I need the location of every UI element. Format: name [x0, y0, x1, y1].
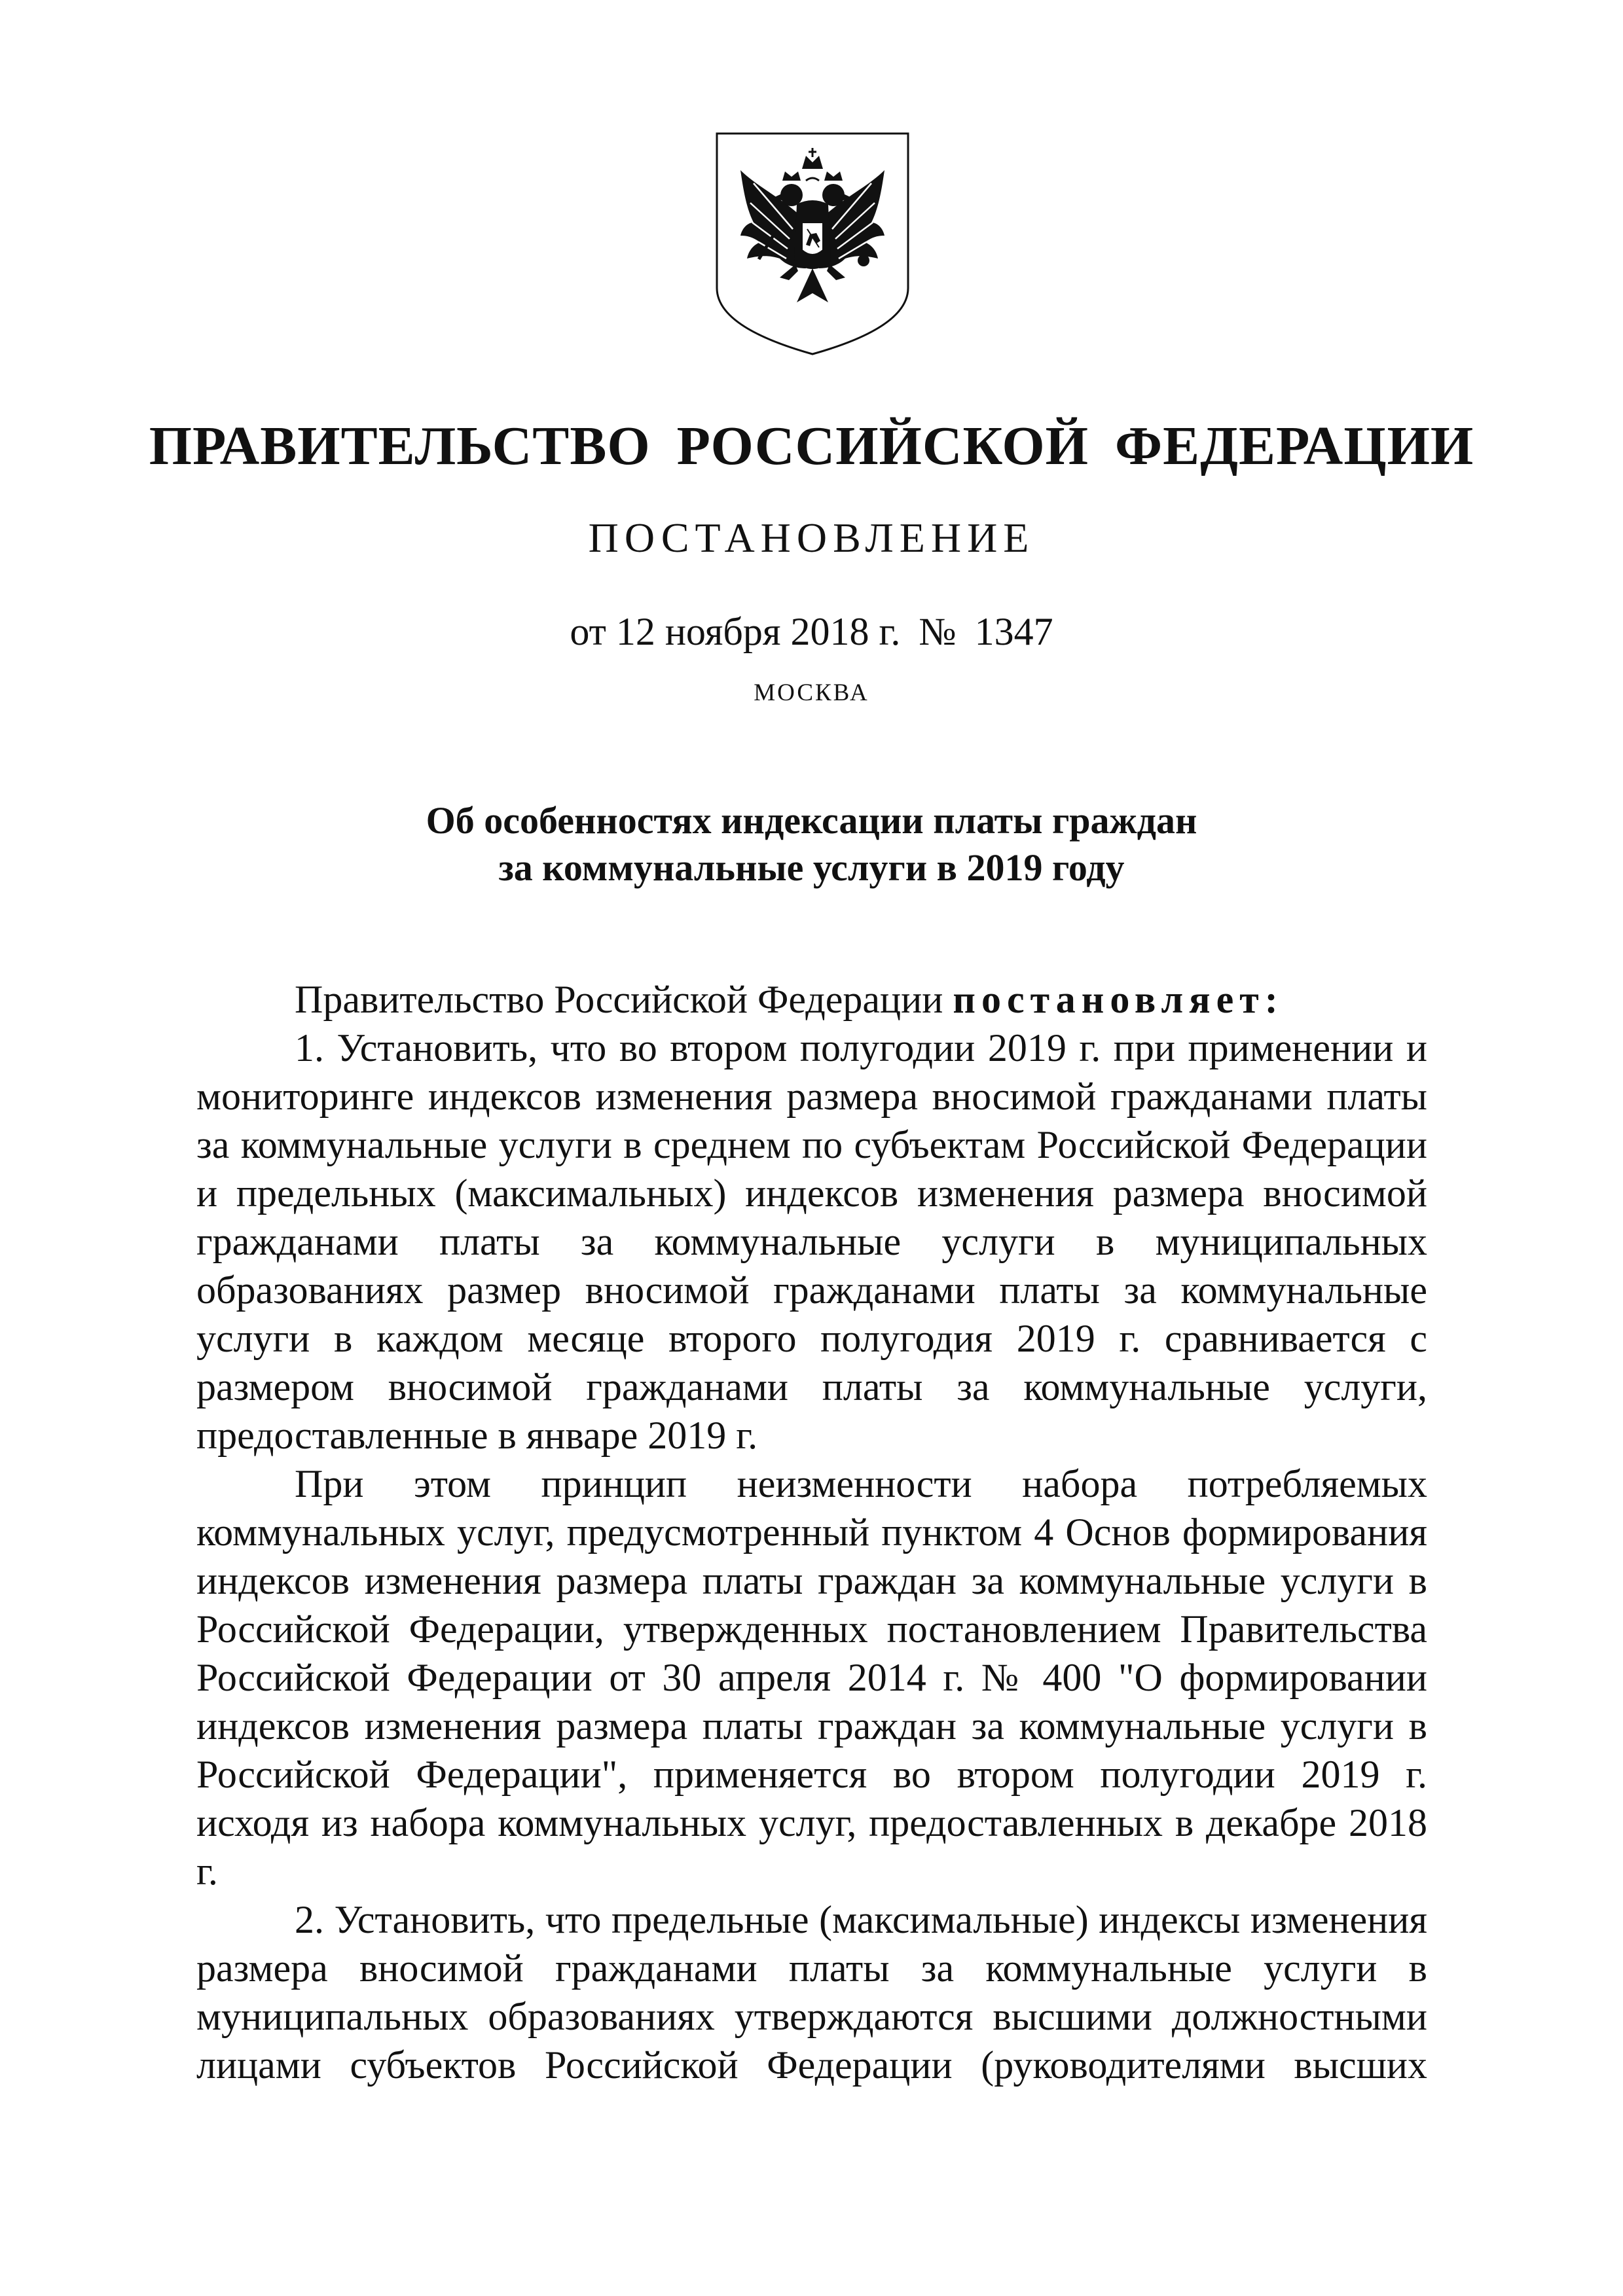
document-date-line — [0, 612, 1623, 651]
document-heading — [0, 797, 1623, 891]
document-type: ПОСТАНОВЛЕНИЕ — [588, 514, 1035, 561]
paragraph-2: При этом принцип неизменности набора потребляемых коммунальных услуг, предусмотренный пунктом 4 Основ формирования индексов изменения размера платы граждан за коммунальные услуги в Российской Федерации, утвержденных постановлением Правительства Российской Федерации от 30 апреля 2014 г. № 400 "О формировании индексов изменения размера платы граждан за коммунальные услуги в Российской Федерации", применяется во втором полугодии 2019 г. исходя из набора коммунальных услуг, предоставленных в декабре 2018 г. — [196, 1462, 1427, 1893]
paragraph-1: 1. Установить, что во втором полугодии 2019 г. при применении и мониторинге индексов изменения размера вносимой гражданами платы за коммунальные услуги в среднем по субъектам Российской Федерации и предельных (максимальных) индексов изменения размера вносимой гражданами платы за коммунальные услуги в муниципальных образованиях размер вносимой гражданами платы за коммунальные услуги в каждом месяце второго полугодия 2019 г. сравнивается с размером вносимой гражданами платы за коммунальные услуги, предоставленные в январе 2019 г. — [196, 1026, 1427, 1457]
document-date: от 12 ноября 2018 г. — [570, 610, 901, 653]
heading-line-2: за коммунальные услуги в 2019 году — [498, 846, 1125, 889]
document-body — [196, 975, 1427, 2089]
coat-of-arms-icon — [714, 131, 911, 357]
heading-line-1: Об особенностях индексации платы граждан — [426, 799, 1197, 842]
document-number: 1347 — [974, 610, 1053, 653]
government-title: ПРАВИТЕЛЬСТВО РОССИЙСКОЙ ФЕДЕРАЦИИ — [149, 416, 1474, 476]
city: МОСКВА — [754, 679, 869, 706]
paragraph-3: 2. Установить, что предельные (максимальные) индексы изменения размера вносимой гражданами платы за коммунальные услуги в муниципальных образованиях утверждаются высшими должностными лицами субъектов Российской Федерации (руководителями высших — [196, 1898, 1427, 2087]
preamble — [196, 975, 1427, 1024]
preamble-text: Правительство Российской Федерации — [295, 978, 943, 1021]
preamble-verb: постановляет: — [953, 978, 1284, 1021]
number-sign: № — [919, 610, 957, 653]
